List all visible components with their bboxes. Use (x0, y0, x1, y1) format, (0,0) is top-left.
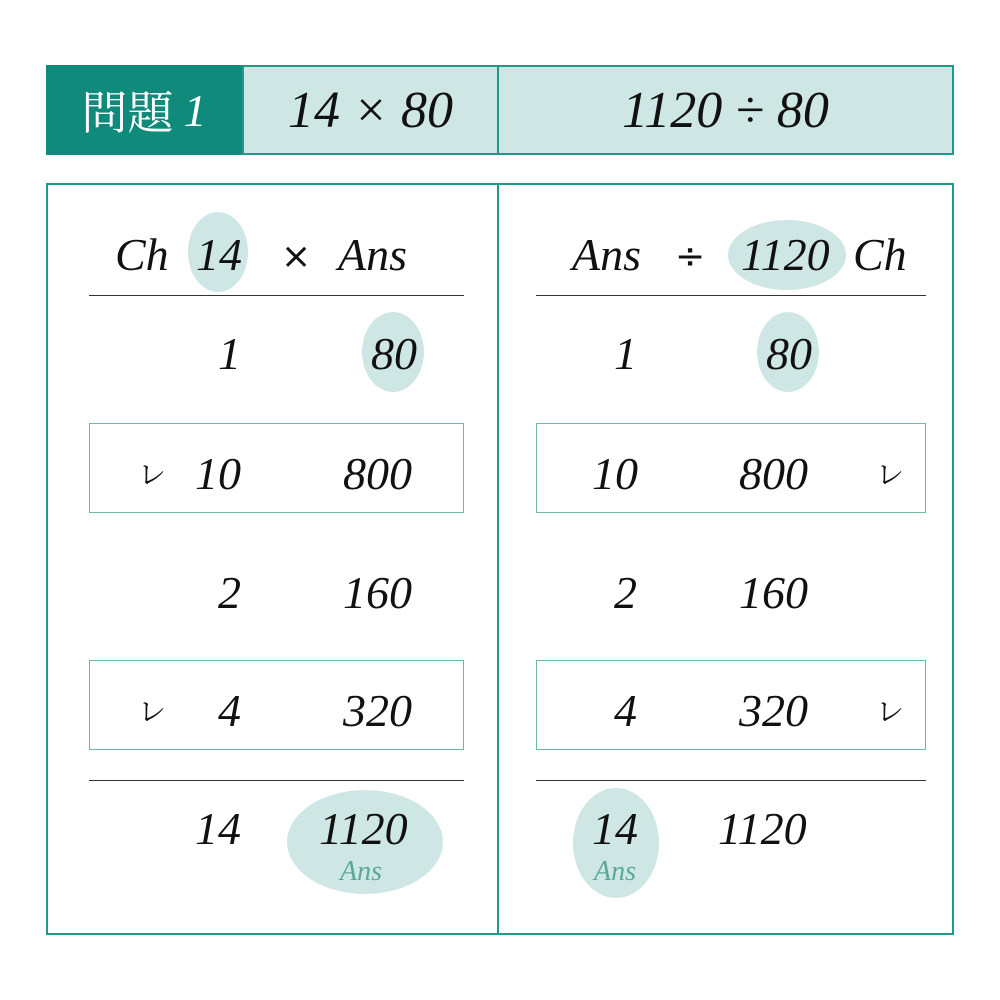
right-total-ans-label: Ans (594, 856, 636, 887)
right-total-a: 14 (592, 803, 638, 854)
right-head-num: 1120 (741, 229, 830, 280)
right-row2-b: 800 (739, 448, 808, 499)
right-total-b: 1120 (718, 803, 807, 854)
left-row3-a: 2 (218, 567, 241, 618)
left-row3-b: 160 (343, 567, 412, 618)
right-row4-box (536, 660, 926, 750)
division-expression: 1120 ÷ 80 (497, 65, 954, 155)
right-head-op: ÷ (675, 236, 706, 277)
left-head-rule (89, 295, 464, 296)
right-row4-b: 320 (739, 685, 808, 736)
left-row1-b: 80 (371, 328, 417, 379)
right-head-ch: Ch (853, 229, 907, 280)
left-head-num: 14 (196, 229, 242, 280)
left-row4-b: 320 (343, 685, 412, 736)
left-total-rule (89, 780, 464, 781)
left-row4-a: 4 (218, 685, 241, 736)
right-row2-a: 10 (592, 448, 638, 499)
problem-number: 1 (183, 84, 207, 136)
right-row4-a: 4 (614, 685, 637, 736)
left-head-ch: Ch (115, 229, 169, 280)
left-head-ans: Ans (338, 229, 407, 280)
right-row1-b: 80 (766, 328, 812, 379)
right-row1-a: 1 (614, 328, 637, 379)
right-head-rule (536, 295, 926, 296)
left-row4-mark: レ (138, 695, 167, 728)
right-row3-a: 2 (614, 567, 637, 618)
left-row1-a: 1 (218, 328, 241, 379)
left-row2-b: 800 (343, 448, 412, 499)
right-total-rule (536, 780, 926, 781)
left-total-a: 14 (195, 803, 241, 854)
problem-label: 問題 (81, 86, 174, 140)
right-row4-mark: レ (876, 695, 905, 728)
multiplication-expression: 14 × 80 (242, 65, 499, 155)
left-row2-mark: レ (138, 458, 167, 491)
right-head-ans: Ans (572, 229, 641, 280)
left-total-ans-label: Ans (340, 856, 382, 887)
right-row3-b: 160 (739, 567, 808, 618)
right-row2-mark: レ (876, 458, 905, 491)
left-head-op: × (281, 236, 312, 277)
problem-title (46, 65, 242, 155)
panel-divider (497, 183, 499, 935)
left-total-b: 1120 (319, 803, 408, 854)
left-row2-a: 10 (195, 448, 241, 499)
